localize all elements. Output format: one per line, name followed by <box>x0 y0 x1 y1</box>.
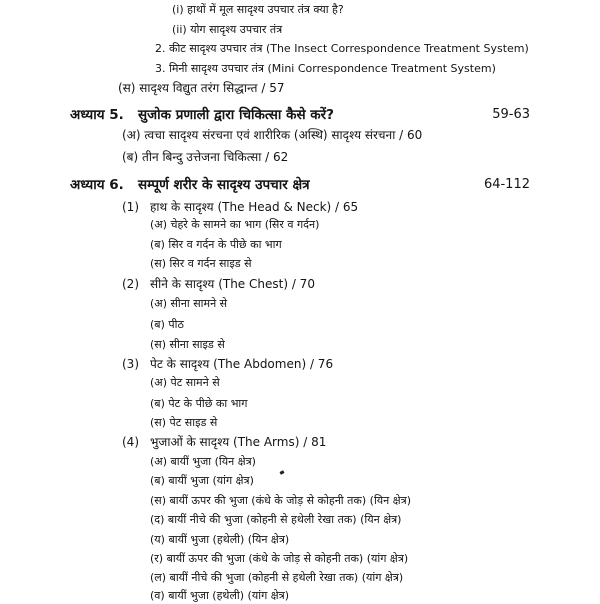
toc-item: (स) सीना साइड से <box>150 338 225 351</box>
toc-item: (ब) तीन बिन्दु उत्तेजना चिकित्सा / 62 <box>122 150 289 164</box>
chapter-title: सम्पूर्ण शरीर के सादृश्य उपचार क्षेत्र <box>138 177 310 193</box>
section-number: (4) <box>122 435 139 449</box>
section-heading: हाथ के सादृश्य (The Head & Neck) / 65 <box>150 200 359 214</box>
toc-item: (ब) पेट के पीछे का भाग <box>150 397 248 410</box>
toc-item: (ल) बायीं नीचे की भुजा (कोहनी से हथेली रेखा तक) (यांग क्षेत्र) <box>150 571 404 584</box>
toc-item: (र) बायीं ऊपर की भुजा (कंधे के जोड़ से कोहनी तक) (यांग क्षेत्र) <box>150 552 409 565</box>
toc-item: (ब) पीठ <box>150 318 184 331</box>
toc-item: (अ) पेट सामने से <box>150 376 220 389</box>
section-heading: भुजाओं के सादृश्य (The Arms) / 81 <box>150 435 327 449</box>
toc-item: (अ) त्वचा सादृश्य संरचना एवं शारीरिक (अस्थि) सादृश्य संरचना / 60 <box>122 128 423 142</box>
toc-item: (स) सिर व गर्दन साइड से <box>150 257 252 270</box>
toc-item: (स) बायीं ऊपर की भुजा (कंधे के जोड़ से कोहनी तक) (यिन क्षेत्र) <box>150 494 412 507</box>
toc-item: (i) हाथों में मूल सादृश्य उपचार तंत्र क्या है? <box>172 3 344 16</box>
chapter-pages: 59-63 <box>492 107 530 122</box>
toc-item: (ब) सिर व गर्दन के पीछे का भाग <box>150 238 282 251</box>
toc-item: (य) बायीं भुजा (हथेली) (यिन क्षेत्र) <box>150 533 290 546</box>
chapter-pages: 64-112 <box>483 177 530 192</box>
section-number: (1) <box>122 200 139 214</box>
section-number: (2) <box>122 277 139 291</box>
toc-item: (अ) बायीं भुजा (यिन क्षेत्र) <box>150 455 256 468</box>
stray-ink-mark <box>280 470 285 474</box>
section-number: (3) <box>122 357 139 371</box>
chapter-label: अध्याय 5. <box>70 107 124 123</box>
chapter-label: अध्याय 6. <box>70 177 124 193</box>
toc-item: (ब) बायीं भुजा (यांग क्षेत्र) <box>150 474 254 487</box>
toc-item: (ii) योग सादृश्य उपचार तंत्र <box>172 23 283 36</box>
chapter-title: सुजोक प्रणाली द्वारा चिकित्सा कैसे करें? <box>138 107 335 123</box>
toc-item: (द) बायीं नीचे की भुजा (कोहनी से हथेली रेखा तक) (यिन क्षेत्र) <box>150 513 402 526</box>
toc-item: 3. मिनी सादृश्य उपचार तंत्र (Mini Correspondence Treatment System) <box>155 62 496 75</box>
toc-item: (स) सादृश्य विद्युत तरंग सिद्धान्त / 57 <box>118 81 285 95</box>
toc-item: (स) पेट साइड से <box>150 416 218 429</box>
toc-item: 2. कीट सादृश्य उपचार तंत्र (The Insect Correspondence Treatment System) <box>155 42 529 55</box>
section-heading: सीने के सादृश्य (The Chest) / 70 <box>150 277 315 291</box>
toc-item: (अ) सीना सामने से <box>150 297 228 310</box>
toc-item: (व) बायीं भुजा (हथेली) (यांग क्षेत्र) <box>150 589 290 602</box>
section-heading: पेट के सादृश्य (The Abdomen) / 76 <box>150 357 334 371</box>
toc-item: (अ) चेहरे के सामने का भाग (सिर व गर्दन) <box>150 218 320 231</box>
